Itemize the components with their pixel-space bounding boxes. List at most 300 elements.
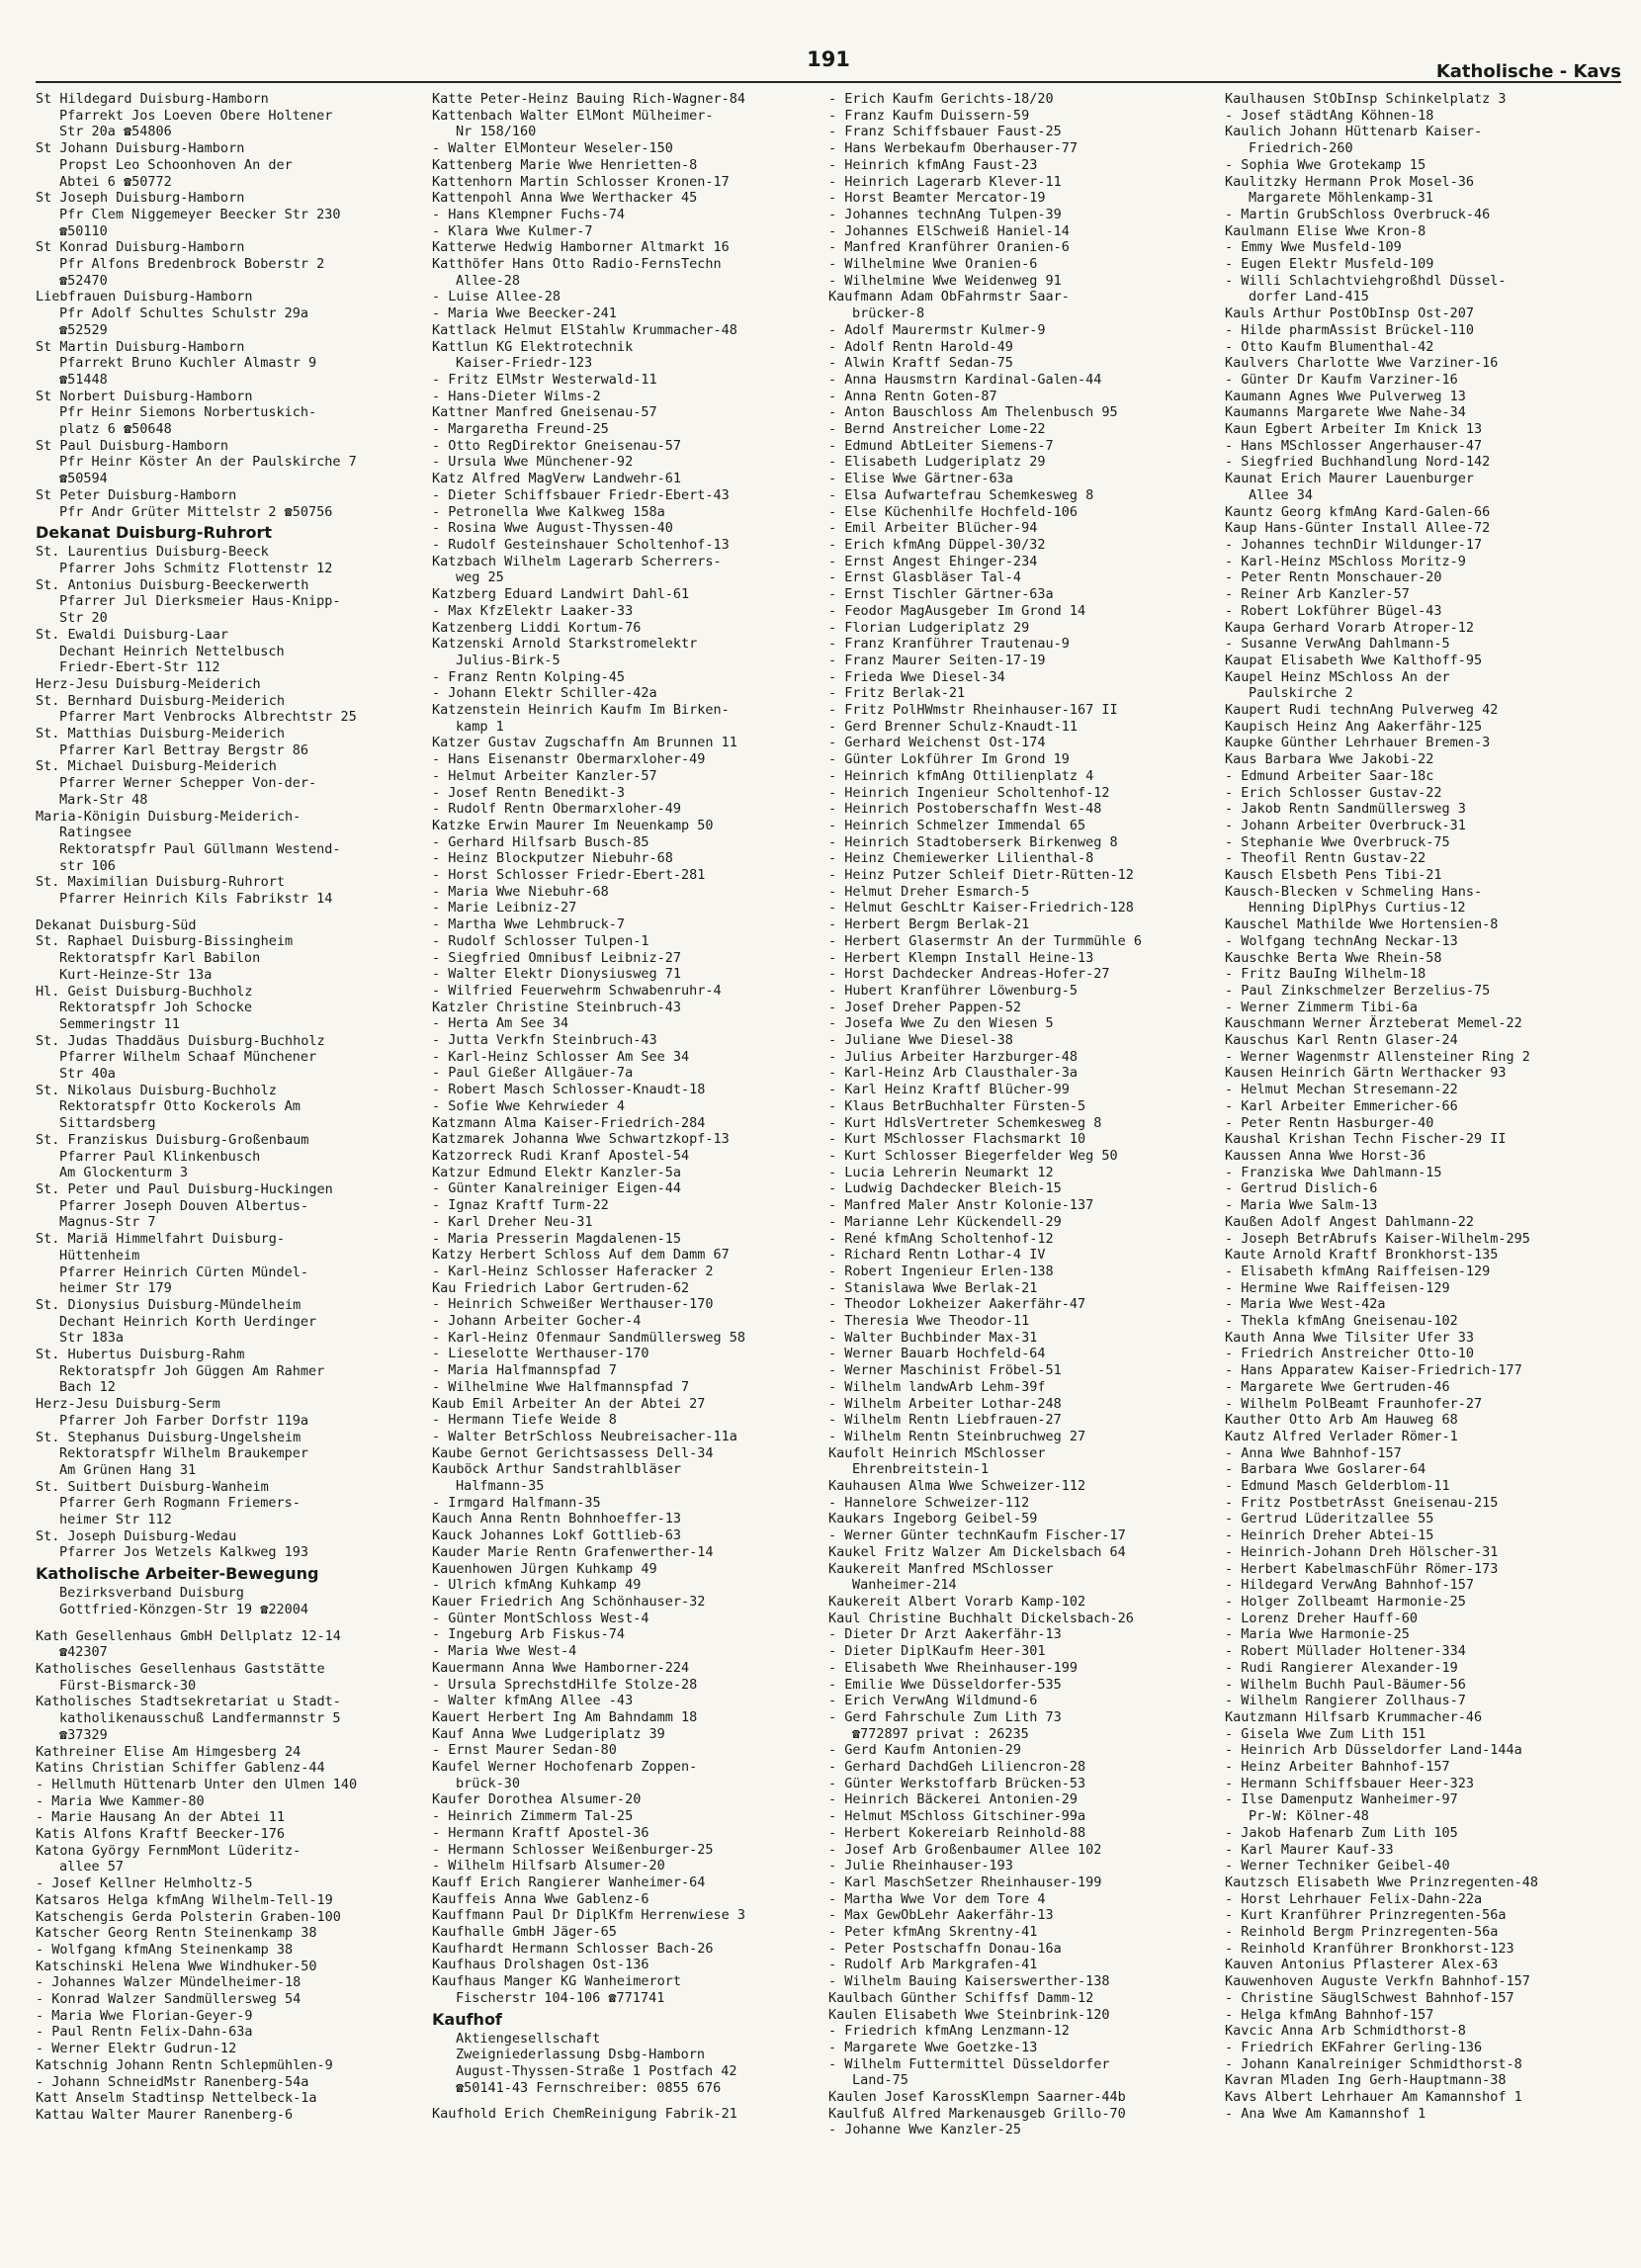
directory-entry: - Horst Dachdecker Andreas-Hofer-27 <box>828 966 1110 983</box>
directory-entry: - Anna Wwe Bahnhof-157 <box>1225 1444 1402 1461</box>
directory-entry: Pfarrekt Jos Loeven Obere Holtener <box>59 107 333 124</box>
directory-entry: Kaufhardt Hermann Schlosser Bach-26 <box>432 1940 714 1957</box>
directory-entry: Katzberg Eduard Landwirt Dahl-61 <box>432 586 690 603</box>
directory-entry: - Wilhelmine Wwe Oranien-6 <box>828 256 1038 273</box>
directory-entry: Katzur Edmund Elektr Kanzler-5a <box>432 1164 681 1180</box>
directory-entry: Pfr Andr Grüter Mittelstr 2 ☎50756 <box>59 503 333 520</box>
directory-entry: Katscher Georg Rentn Steinenkamp 38 <box>36 1925 317 1942</box>
directory-entry: Kaumann Agnes Wwe Pulverweg 13 <box>1225 388 1466 404</box>
directory-entry: - Walter kfmAng Allee -43 <box>432 1693 634 1709</box>
directory-entry: St Paul Duisburg-Hamborn <box>36 437 229 454</box>
directory-entry: Kauer Friedrich Ang Schönhauser-32 <box>432 1593 706 1610</box>
directory-entry: - Kurt MSchlosser Flachsmarkt 10 <box>828 1131 1086 1148</box>
directory-entry: - Werner Elektr Gudrun-12 <box>36 2041 237 2057</box>
directory-entry: Kaußen Adolf Angest Dahlmann-22 <box>1225 1213 1474 1230</box>
directory-entry: - Günter Dr Kaufm Varziner-16 <box>1225 371 1458 388</box>
directory-entry: St Konrad Duisburg-Hamborn <box>36 239 245 256</box>
directory-entry: ☎52529 <box>59 321 108 338</box>
directory-entry: - Ilse Damenputz Wanheimer-97 <box>1225 1791 1458 1808</box>
directory-entry: Katholisches Gesellenhaus Gaststätte <box>36 1660 325 1677</box>
directory-entry: - Erich Kaufm Gerichts-18/20 <box>828 91 1054 107</box>
directory-entry: - Heinrich-Johann Dreh Hölscher-31 <box>1225 1543 1499 1560</box>
directory-entry: Kaute Arnold Kraftf Bronkhorst-135 <box>1225 1247 1499 1264</box>
directory-entry: - Barbara Wwe Goslarer-64 <box>1225 1461 1426 1478</box>
directory-entry: St. Joseph Duisburg-Wedau <box>36 1527 237 1544</box>
directory-entry: - Stanislawa Wwe Berlak-21 <box>828 1279 1038 1296</box>
directory-entry: Kaufhalle GmbH Jäger-65 <box>432 1924 617 1941</box>
directory-entry: Pfarrer Heinrich Cürten Mündel- <box>59 1264 308 1280</box>
directory-entry: Kaulich Johann Hüttenarb Kaiser- <box>1225 124 1483 140</box>
directory-entry: - Margarete Wwe Gertruden-46 <box>1225 1378 1450 1395</box>
directory-entry: St. Laurentius Duisburg-Beeck <box>36 544 269 561</box>
directory-entry: - Hermine Wwe Raiffeisen-129 <box>1225 1279 1450 1296</box>
directory-entry: Str 20 <box>59 610 108 627</box>
directory-entry: - Hilde pharmAssist Brückel-110 <box>1225 321 1474 338</box>
directory-entry: Henning DiplPhys Curtius-12 <box>1249 900 1466 916</box>
directory-entry: - Walter Buchbinder Max-31 <box>828 1329 1038 1346</box>
directory-entry: Kaunat Erich Maurer Lauenburger <box>1225 471 1474 487</box>
directory-entry: Kaumanns Margarete Wwe Nahe-34 <box>1225 404 1466 421</box>
directory-entry: - Walter ElMonteur Weseler-150 <box>432 140 673 157</box>
directory-entry: - Johann Elektr Schiller-42a <box>432 685 657 702</box>
directory-entry: Kaupel Heinz MSchloss An der <box>1225 668 1450 685</box>
directory-entry: - Ulrich kfmAng Kuhkamp 49 <box>432 1577 642 1594</box>
directory-entry: - Paul Rentn Felix-Dahn-63a <box>36 2024 253 2041</box>
directory-entry: Pfarrer Jul Dierksmeier Haus-Knipp- <box>59 593 341 610</box>
directory-entry: - Adolf Maurermstr Kulmer-9 <box>828 321 1046 338</box>
directory-entry: Kaupat Elisabeth Wwe Kalthoff-95 <box>1225 652 1483 668</box>
directory-entry: - Günter Werkstoffarb Brücken-53 <box>828 1775 1086 1791</box>
directory-entry: - Heinrich kfmAng Faust-23 <box>828 156 1038 173</box>
directory-entry: - Klaus BetrBuchhalter Fürsten-5 <box>828 1097 1086 1114</box>
directory-entry: - Margarete Wwe Goetzke-13 <box>828 2039 1038 2055</box>
directory-entry: - Max KfzElektr Laaker-33 <box>432 602 634 619</box>
directory-column-2 <box>432 91 828 2261</box>
directory-entry: Pfr Clem Niggemeyer Beecker Str 230 <box>59 206 341 222</box>
directory-entry: - Juliane Wwe Diesel-38 <box>828 1032 1013 1049</box>
directory-entry: - Hildegard VerwAng Bahnhof-157 <box>1225 1577 1474 1594</box>
directory-entry: - Elisabeth Ludgeriplatz 29 <box>828 454 1046 471</box>
directory-entry: Aktiengesellschaft <box>456 2030 601 2047</box>
directory-entry: - Wilhelm Futtermittel Düsseldorfer <box>828 2055 1110 2072</box>
directory-entry: - Ernst Glasbläser Tal-4 <box>828 569 1022 586</box>
directory-entry: - Friedrich kfmAng Lenzmann-12 <box>828 2023 1070 2040</box>
directory-entry: - Wilhelm landwArb Lehm-39f <box>828 1378 1046 1395</box>
directory-entry: - Friedrich Anstreicher Otto-10 <box>1225 1346 1474 1362</box>
directory-entry: - Werner Wagenmstr Allensteiner Ring 2 <box>1225 1048 1530 1065</box>
directory-entry: - Theodor Lokheizer Aakerfähr-47 <box>828 1296 1086 1313</box>
directory-entry: St. Bernhard Duisburg-Meiderich <box>36 692 285 709</box>
directory-entry: Kaukel Fritz Walzer Am Dickelsbach 64 <box>828 1543 1126 1560</box>
directory-entry: - Siegfried Buchhandlung Nord-142 <box>1225 454 1491 471</box>
directory-entry: Str 183a <box>59 1330 125 1347</box>
directory-entry: Kaufhaus Drolshagen Ost-136 <box>432 1957 649 1973</box>
directory-entry: Katz Alfred MagVerw Landwehr-61 <box>432 471 681 487</box>
directory-entry: - Gertrud Dislich-6 <box>1225 1180 1378 1197</box>
directory-entry: - Wilhelm Hilfsarb Alsumer-20 <box>432 1858 665 1875</box>
directory-entry: - Fritz PolHWmstr Rheinhauser-167 II <box>828 702 1118 719</box>
directory-entry: - Stephanie Wwe Overbruck-75 <box>1225 833 1450 850</box>
directory-entry: - Max GewObLehr Aakerfähr-13 <box>828 1907 1054 1924</box>
directory-entry: Kauwenhoven Auguste Verkfn Bahnhof-157 <box>1225 1973 1530 1990</box>
directory-entry: St. Peter und Paul Duisburg-Huckingen <box>36 1181 333 1197</box>
directory-entry: Kauböck Arthur Sandstrahlbläser <box>432 1461 681 1478</box>
directory-entry: - Herbert Glasermstr An der Turmmühle 6 <box>828 932 1142 949</box>
directory-entry: Dechant Heinrich Nettelbusch <box>59 643 285 659</box>
directory-entry: weg 25 <box>456 569 504 586</box>
directory-entry: Am Grünen Hang 31 <box>59 1461 197 1478</box>
directory-column-1 <box>36 91 432 2261</box>
directory-entry: - Reinhold Bergm Prinzregenten-56a <box>1225 1924 1499 1941</box>
directory-entry: - Johann Arbeiter Gocher-4 <box>432 1313 642 1330</box>
directory-entry: Kaulfuß Alfred Markenausgeb Grillo-70 <box>828 2105 1126 2122</box>
directory-entry: - Heinrich Dreher Abtei-15 <box>1225 1527 1434 1544</box>
directory-entry: - Sofie Wwe Kehrwieder 4 <box>432 1097 626 1114</box>
directory-entry: Kaiser-Friedr-123 <box>456 355 593 372</box>
directory-entry: - Karl-Heinz Arb Clausthaler-3a <box>828 1065 1078 1082</box>
directory-entry: - Bernd Anstreicher Lome-22 <box>828 421 1046 438</box>
directory-entry: ☎50594 <box>59 471 108 487</box>
directory-entry: Friedr-Ebert-Str 112 <box>59 659 220 676</box>
directory-entry: - Feodor MagAusgeber Im Grond 14 <box>828 602 1086 619</box>
directory-entry: Pfarrer Joseph Douven Albertus- <box>59 1197 308 1214</box>
directory-entry: - Edmund Arbeiter Saar-18c <box>1225 767 1434 784</box>
directory-entry: str 106 <box>59 857 116 874</box>
directory-entry: St. Nikolaus Duisburg-Buchholz <box>36 1082 277 1098</box>
directory-entry: - Robert Ingenieur Erlen-138 <box>828 1263 1054 1279</box>
directory-column-3 <box>828 91 1225 2261</box>
directory-entry: Pfarrer Johs Schmitz Flottenstr 12 <box>59 560 333 576</box>
directory-entry: - Heinrich Lagerarb Klever-11 <box>828 173 1062 190</box>
directory-entry: Pfr Heinr Siemons Norbertuskich- <box>59 404 317 421</box>
directory-entry: - Günter MontSchloss West-4 <box>432 1610 649 1626</box>
directory-entry: Kaul Christine Buchhalt Dickelsbach-26 <box>828 1610 1134 1626</box>
directory-entry: Kavs Albert Lehrhauer Am Kamannshof 1 <box>1225 2089 1522 2106</box>
directory-entry: - Ingeburg Arb Fiskus-74 <box>432 1626 626 1643</box>
directory-entry: Rektoratspfr Joh Schocke <box>59 1000 253 1016</box>
directory-entry: - Heinrich Ingenieur Scholtenhof-12 <box>828 784 1110 801</box>
directory-entry: Kaukereit Albert Vorarb Kamp-102 <box>828 1593 1086 1610</box>
directory-entry: - Josef Dreher Pappen-52 <box>828 999 1022 1015</box>
directory-entry: Kattner Manfred Gneisenau-57 <box>432 404 657 421</box>
directory-entry: - Heinrich Zimmerm Tal-25 <box>432 1808 634 1825</box>
directory-entry: - Erich Schlosser Gustav-22 <box>1225 784 1442 801</box>
directory-entry: St. Raphael Duisburg-Bissingheim <box>36 933 294 950</box>
directory-entry: Wanheimer-214 <box>852 1577 957 1594</box>
directory-entry: Abtei 6 ☎50772 <box>59 173 172 190</box>
directory-entry: - Kurt HdlsVertreter Schemkesweg 8 <box>828 1114 1102 1131</box>
directory-entry: - Wilhelm Buchh Paul-Bäumer-56 <box>1225 1676 1466 1693</box>
directory-entry: Rektoratspfr Otto Kockerols Am <box>59 1098 301 1115</box>
directory-entry: St. Stephanus Duisburg-Ungelsheim <box>36 1429 302 1445</box>
directory-entry: Kaufolt Heinrich MSchlosser <box>828 1444 1046 1461</box>
directory-entry: - Richard Rentn Lothar-4 IV <box>828 1247 1046 1264</box>
directory-entry: - Eugen Elektr Musfeld-109 <box>1225 256 1434 273</box>
directory-entry: Kauffeis Anna Wwe Gablenz-6 <box>432 1890 649 1907</box>
directory-entry: - Else Küchenhilfe Hochfeld-106 <box>828 503 1078 520</box>
directory-entry: - Elise Wwe Gärtner-63a <box>828 471 1013 487</box>
directory-entry: Kauther Otto Arb Am Hauweg 68 <box>1225 1412 1458 1429</box>
directory-entry: - Helmut MSchloss Gitschiner-99a <box>828 1808 1086 1825</box>
directory-entry: - Theofil Rentn Gustav-22 <box>1225 850 1426 867</box>
directory-entry: Pfarrer Paul Klinkenbusch <box>59 1148 261 1165</box>
directory-entry: - Herbert KabelmaschFühr Römer-173 <box>1225 1560 1499 1577</box>
directory-entry: - Horst Beamter Mercator-19 <box>828 190 1046 207</box>
directory-entry: Kauschke Berta Wwe Rhein-58 <box>1225 949 1442 966</box>
directory-entry: - Edmund Masch Gelderblom-11 <box>1225 1478 1450 1495</box>
directory-entry: - Josef Arb Großenbaumer Allee 102 <box>828 1841 1102 1858</box>
directory-entry: - Hermann Tiefe Weide 8 <box>432 1412 617 1429</box>
directory-entry: St Martin Duisburg-Hamborn <box>36 338 245 355</box>
directory-entry: kamp 1 <box>456 718 504 735</box>
directory-entry: - Fritz PostbetrAsst Gneisenau-215 <box>1225 1494 1499 1511</box>
directory-entry: - Werner Zimmerm Tibi-6a <box>1225 999 1419 1015</box>
directory-entry: - Ignaz Kraftf Turm-22 <box>432 1197 609 1214</box>
directory-entry: Katthöfer Hans Otto Radio-FernsTechn <box>432 256 722 273</box>
directory-entry: - Helmut Arbeiter Kanzler-57 <box>432 767 657 784</box>
directory-entry: - Josef Rentn Benedikt-3 <box>432 784 626 801</box>
directory-entry: - Rudolf Arb Markgrafen-41 <box>828 1957 1038 1973</box>
directory-entry: - Robert Masch Schlosser-Knaudt-18 <box>432 1082 706 1098</box>
directory-entry: - Johannes Walzer Mündelheimer-18 <box>36 1974 302 1991</box>
directory-entry: Kausch-Blecken v Schmeling Hans- <box>1225 883 1483 900</box>
directory-entry: - Elsa Aufwartefrau Schemkesweg 8 <box>828 486 1094 503</box>
directory-entry: - Siegfried Omnibusf Leibniz-27 <box>432 949 681 966</box>
directory-entry: - Peter Postschaffn Donau-16a <box>828 1940 1062 1957</box>
directory-entry: - Alwin Kraftf Sedan-75 <box>828 355 1013 372</box>
directory-entry: - Maria Wwe Kammer-80 <box>36 1792 205 1809</box>
directory-entry: Pr-W: Kölner-48 <box>1249 1808 1369 1825</box>
directory-entry: Kattenpohl Anna Wwe Werthacker 45 <box>432 190 698 207</box>
directory-entry: - Petronella Wwe Kalkweg 158a <box>432 503 665 520</box>
directory-entry: - Otto Kaufm Blumenthal-42 <box>1225 338 1434 355</box>
directory-entry: Rektoratspfr Wilhelm Braukemper <box>59 1445 308 1462</box>
directory-entry: Kaupke Günther Lehrhauer Bremen-3 <box>1225 735 1491 751</box>
directory-entry: - Josefa Wwe Zu den Wiesen 5 <box>828 1015 1054 1032</box>
directory-entry: - Heinz Blockputzer Niebuhr-68 <box>432 850 673 867</box>
directory-entry: - Hans MSchlosser Angerhauser-47 <box>1225 437 1483 454</box>
directory-entry: Kattenberg Marie Wwe Henrietten-8 <box>432 156 698 173</box>
directory-entry: St. Mariä Himmelfahrt Duisburg- <box>36 1231 285 1248</box>
directory-entry: - Ursula SprechstdHilfe Stolze-28 <box>432 1676 698 1693</box>
directory-entry: - Manfred Maler Anstr Kolonie-137 <box>828 1197 1094 1214</box>
directory-entry: Dechant Heinrich Korth Uerdinger <box>59 1313 317 1330</box>
directory-entry: - Gerhard Hilfsarb Busch-85 <box>432 833 649 850</box>
directory-entry: Pfarrer Werner Schepper Von-der- <box>59 775 317 792</box>
directory-entry: St. Antonius Duisburg-Beeckerwerth <box>36 576 309 593</box>
directory-entry: - Werner Bauarb Hochfeld-64 <box>828 1346 1046 1362</box>
directory-entry: Rektoratspfr Karl Babilon <box>59 950 261 967</box>
directory-entry: - Julie Rheinhauser-193 <box>828 1858 1013 1875</box>
directory-entry: Allee 34 <box>1249 486 1314 503</box>
directory-entry: Kautzmann Hilfsarb Krummacher-46 <box>1225 1708 1483 1725</box>
directory-entry: - Frieda Wwe Diesel-34 <box>828 668 1005 685</box>
directory-entry: Kau Friedrich Labor Gertruden-62 <box>432 1279 690 1296</box>
directory-entry: - Elisabeth Wwe Rheinhauser-199 <box>828 1659 1078 1676</box>
page-number: 191 <box>807 47 850 71</box>
directory-entry: - Rosina Wwe August-Thyssen-40 <box>432 520 673 537</box>
directory-entry: ☎50141-43 Fernschreiber: 0855 676 <box>456 2079 722 2096</box>
directory-entry: - Karl MaschSetzer Rheinhauser-199 <box>828 1874 1102 1890</box>
directory-entry: - Horst Schlosser Friedr-Ebert-281 <box>432 867 706 884</box>
directory-entry: - Franz Kranführer Trautenau-9 <box>828 636 1070 653</box>
directory-entry: - Helmut Dreher Esmarch-5 <box>828 883 1030 900</box>
directory-entry: Mark-Str 48 <box>59 791 148 808</box>
directory-entry: - Johann Kanalreiniger Schmidthorst-8 <box>1225 2055 1522 2072</box>
directory-entry: Kaufhold Erich ChemReinigung Fabrik-21 <box>432 2106 737 2123</box>
directory-entry: platz 6 ☎50648 <box>59 421 172 438</box>
directory-entry: heimer Str 112 <box>59 1512 172 1528</box>
directory-entry: - Anton Bauschloss Am Thelenbusch 95 <box>828 404 1118 421</box>
directory-entry: Kauven Antonius Pflasterer Alex-63 <box>1225 1957 1499 1973</box>
directory-entry: Bach 12 <box>59 1379 116 1396</box>
directory-entry: Kaussen Anna Wwe Horst-36 <box>1225 1148 1426 1164</box>
directory-entry: Kaus Barbara Wwe Jakobi-22 <box>1225 751 1434 768</box>
directory-entry: - Gerhard DachdGeh Liliencron-28 <box>828 1759 1086 1776</box>
directory-entry: - Heinrich Schweißer Werthauser-170 <box>432 1296 714 1313</box>
directory-entry: Katschnig Johann Rentn Schlepmühlen-9 <box>36 2056 333 2073</box>
directory-entry: Kauschus Karl Rentn Glaser-24 <box>1225 1032 1458 1049</box>
running-head: Katholische - Kavs <box>1435 61 1621 82</box>
directory-entry: St. Ewaldi Duisburg-Laar <box>36 626 229 643</box>
directory-entry: Land-75 <box>852 2072 908 2089</box>
directory-entry: - Maria Wwe Florian-Geyer-9 <box>36 2007 253 2024</box>
directory-entry: Pfarrer Heinrich Kils Fabrikstr 14 <box>59 891 333 908</box>
directory-entry: Rektoratspfr Joh Güggen Am Rahmer <box>59 1362 325 1379</box>
directory-entry: Katzler Christine Steinbruch-43 <box>432 999 681 1015</box>
directory-entry: Kaulhausen StObInsp Schinkelplatz 3 <box>1225 91 1507 107</box>
directory-entry: - Franz Schiffsbauer Faust-25 <box>828 124 1062 140</box>
directory-entry: Kauder Marie Rentn Grafenwerther-14 <box>432 1543 714 1560</box>
directory-entry: Ehrenbreitstein-1 <box>852 1461 990 1478</box>
directory-entry: - Peter Rentn Monschauer-20 <box>1225 569 1442 586</box>
directory-entry: - Werner Techniker Geibel-40 <box>1225 1858 1450 1875</box>
directory-entry: - Ernst Angest Ehinger-234 <box>828 553 1038 569</box>
section-heading: Katholische Arbeiter-Bewegung <box>36 1564 319 1584</box>
directory-entry: - Karl-Heinz Schlosser Am See 34 <box>432 1048 690 1065</box>
directory-entry: - Rudolf Rentn Obermarxloher-49 <box>432 801 681 818</box>
directory-entry: - Reiner Arb Kanzler-57 <box>1225 586 1410 603</box>
directory-entry: - Ursula Wwe Münchener-92 <box>432 454 634 471</box>
directory-entry: Kath Gesellenhaus GmbH Dellplatz 12-14 <box>36 1627 341 1644</box>
directory-entry: Zweigniederlassung Dsbg-Hamborn <box>456 2047 705 2063</box>
directory-entry: - Rudi Rangierer Alexander-19 <box>1225 1659 1458 1676</box>
directory-entry: Propst Leo Schoonhoven An der <box>59 156 293 173</box>
directory-entry: - Fritz Berlak-21 <box>828 685 966 702</box>
directory-entry: - Christine SäuglSchwest Bahnhof-157 <box>1225 1989 1514 2006</box>
directory-entry: Katis Alfons Kraftf Beecker-176 <box>36 1826 285 1843</box>
directory-entry: - Martin GrubSchloss Overbruck-46 <box>1225 206 1491 222</box>
directory-entry: Nr 158/160 <box>456 124 537 140</box>
directory-entry: - Luise Allee-28 <box>432 289 561 305</box>
directory-entry: - Johann SchneidMstr Ranenberg-54a <box>36 2073 309 2090</box>
directory-entry: - Karl-Heinz MSchloss Moritz-9 <box>1225 553 1466 569</box>
directory-entry: - Jakob Rentn Sandmüllersweg 3 <box>1225 801 1466 818</box>
directory-entry: - Walter BetrSchloss Neubreisacher-11a <box>432 1428 737 1444</box>
directory-entry: St Norbert Duisburg-Hamborn <box>36 388 253 404</box>
directory-entry: Kauntz Georg kfmAng Kard-Galen-66 <box>1225 503 1491 520</box>
directory-entry: - Dieter Schiffsbauer Friedr-Ebert-43 <box>432 486 730 503</box>
directory-entry: Liebfrauen Duisburg-Hamborn <box>36 289 253 305</box>
directory-entry: - Kurt Kranführer Prinzregenten-56a <box>1225 1907 1507 1924</box>
directory-entry: Kattlack Helmut ElStahlw Krummacher-48 <box>432 321 737 338</box>
directory-entry: Gottfried-Könzgen-Str 19 ☎22004 <box>59 1601 308 1617</box>
directory-entry: Herz-Jesu Duisburg-Meiderich <box>36 675 261 692</box>
directory-entry: - Theresia Wwe Theodor-11 <box>828 1313 1030 1330</box>
directory-entry: Kurt-Heinze-Str 13a <box>59 966 213 983</box>
directory-entry: - Karl Arbeiter Emmericher-66 <box>1225 1097 1458 1114</box>
directory-entry: Katt Anselm Stadtinsp Nettelbeck-1a <box>36 2090 317 2107</box>
directory-entry: St. Judas Thaddäus Duisburg-Buchholz <box>36 1032 325 1049</box>
directory-entry: Kaufhaus Manger KG Wanheimerort <box>432 1973 681 1990</box>
page-header <box>36 47 1621 83</box>
directory-entry: St. Hubertus Duisburg-Rahm <box>36 1347 245 1363</box>
directory-entry: Kaukars Ingeborg Geibel-59 <box>828 1511 1038 1527</box>
directory-entry: - Kurt Schlosser Biegerfelder Weg 50 <box>828 1148 1118 1164</box>
directory-entry: - Anna Rentn Goten-87 <box>828 388 997 404</box>
directory-entry: Pfarrer Joh Farber Dorfstr 119a <box>59 1412 308 1429</box>
directory-entry: - Peter kfmAng Skrentny-41 <box>828 1924 1038 1941</box>
directory-entry: - Karl-Heinz Schlosser Haferacker 2 <box>432 1263 714 1279</box>
directory-entry: Kaushal Krishan Techn Fischer-29 II <box>1225 1131 1507 1148</box>
directory-entry: - Hans Werbekaufm Oberhauser-77 <box>828 140 1078 157</box>
directory-entry: - Emmy Wwe Musfeld-109 <box>1225 239 1402 256</box>
directory-entry: - Herbert Kokereiarb Reinhold-88 <box>828 1824 1086 1841</box>
directory-entry: - Heinrich Schmelzer Immendal 65 <box>828 817 1086 833</box>
directory-entry: - Erich VerwAng Wildmund-6 <box>828 1693 1038 1709</box>
directory-entry: - Heinrich Arb Düsseldorfer Land-144a <box>1225 1742 1522 1759</box>
directory-entry: - Karl Dreher Neu-31 <box>432 1213 593 1230</box>
directory-entry: - Gerd Fahrschule Zum Lith 73 <box>828 1708 1062 1725</box>
directory-entry: - Edmund AbtLeiter Siemens-7 <box>828 437 1054 454</box>
directory-entry: Paulskirche 2 <box>1249 685 1353 702</box>
directory-entry: - Marie Leibniz-27 <box>432 900 577 916</box>
directory-entry: - Manfred Kranführer Oranien-6 <box>828 239 1070 256</box>
directory-entry: - Hellmuth Hüttenarb Unter den Ulmen 140 <box>36 1776 358 1792</box>
directory-entry: - Hans Klempner Fuchs-74 <box>432 206 626 222</box>
directory-entry: - Lorenz Dreher Hauff-60 <box>1225 1610 1419 1626</box>
directory-entry: brück-30 <box>456 1775 521 1791</box>
directory-entry: - Peter Rentn Hasburger-40 <box>1225 1114 1434 1131</box>
directory-entry: Kauls Arthur PostObInsp Ost-207 <box>1225 305 1474 322</box>
directory-entry: Kavran Mladen Ing Gerh-Hauptmann-38 <box>1225 2072 1507 2089</box>
directory-entry: Pfarrekt Bruno Kuchler Almastr 9 <box>59 355 317 372</box>
directory-entry: Fischerstr 104-106 ☎771741 <box>456 1989 665 2006</box>
directory-entry: Fürst-Bismarck-30 <box>59 1677 197 1694</box>
directory-entry: St Peter Duisburg-Hamborn <box>36 486 237 503</box>
directory-entry: Kauermann Anna Wwe Hamborner-224 <box>432 1659 690 1676</box>
directory-entry: Hüttenheim <box>59 1247 140 1264</box>
directory-entry: Kavcic Anna Arb Schmidthorst-8 <box>1225 2023 1466 2040</box>
directory-entry: Katschinski Helena Wwe Windhuker-50 <box>36 1958 317 1974</box>
directory-columns <box>36 91 1621 2261</box>
directory-entry: - Hermann Kraftf Apostel-36 <box>432 1824 649 1841</box>
directory-entry: - Herta Am See 34 <box>432 1015 569 1032</box>
directory-entry: Kaulen Josef KarossKlempn Saarner-44b <box>828 2089 1126 2106</box>
directory-entry: Katschengis Gerda Polsterin Graben-100 <box>36 1908 341 1925</box>
directory-entry: - Fritz BauIng Wilhelm-18 <box>1225 966 1426 983</box>
directory-entry: Pfr Adolf Schultes Schulstr 29a <box>59 305 308 322</box>
directory-entry: - Hans Apparatew Kaiser-Friedrich-177 <box>1225 1362 1522 1379</box>
directory-entry: - Gerd Kaufm Antonien-29 <box>828 1742 1022 1759</box>
directory-entry: Kaupisch Heinz Ang Aakerfähr-125 <box>1225 718 1483 735</box>
directory-entry: - Gertrud Lüderitzallee 55 <box>1225 1511 1434 1527</box>
directory-entry: Kaulvers Charlotte Wwe Varziner-16 <box>1225 355 1499 372</box>
directory-entry: Kauschmann Werner Ärzteberat Memel-22 <box>1225 1015 1522 1032</box>
directory-entry: ☎772897 privat : 26235 <box>852 1725 1029 1742</box>
directory-entry: Katzmarek Johanna Wwe Schwartzkopf-13 <box>432 1131 730 1148</box>
directory-entry: - Franz Rentn Kolping-45 <box>432 668 626 685</box>
